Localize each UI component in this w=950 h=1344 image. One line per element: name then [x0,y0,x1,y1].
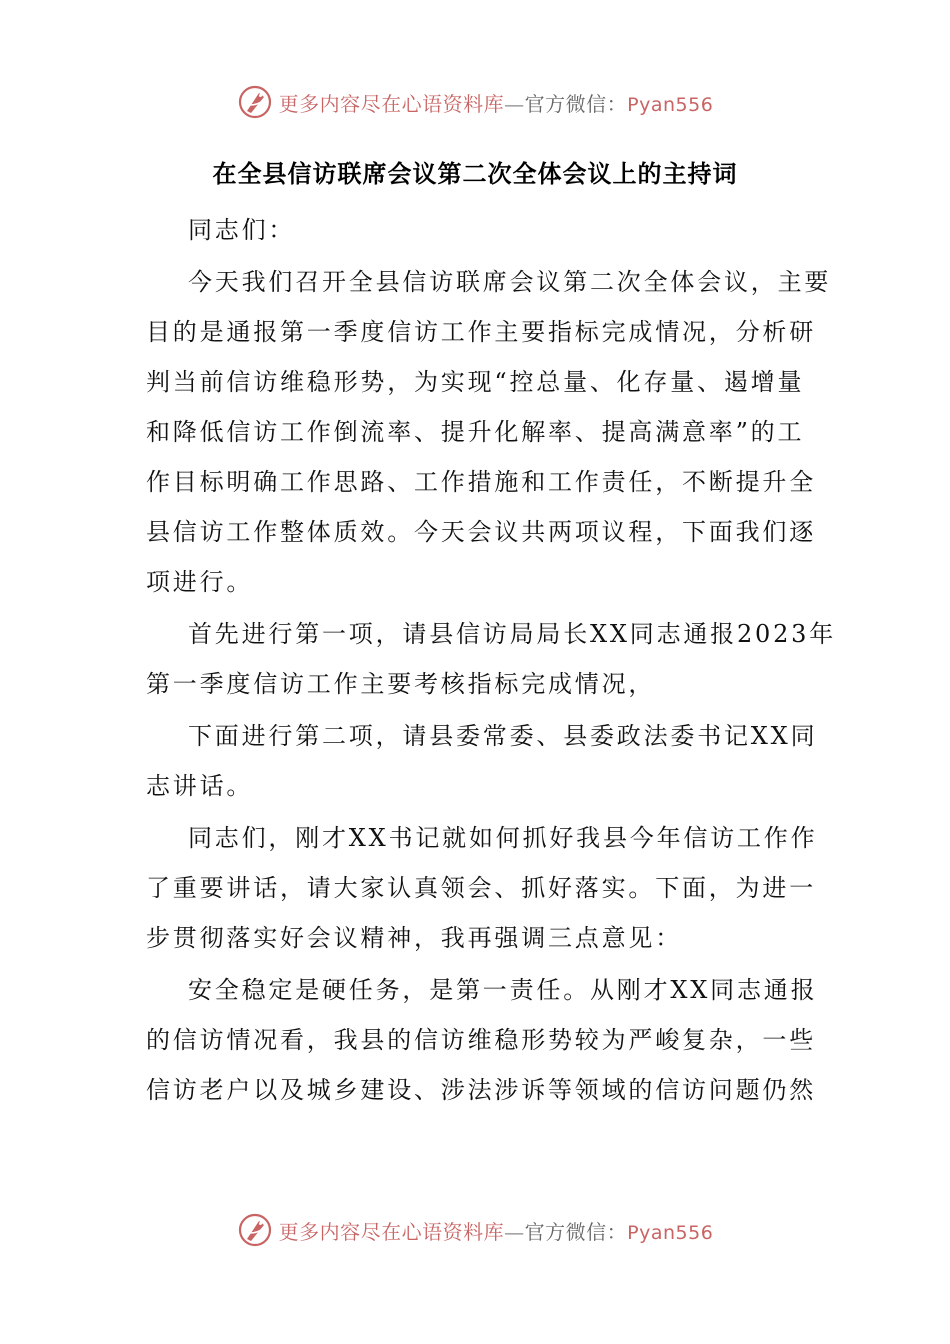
paragraph [146,711,818,811]
text-line: 作目标明确工作思路、工作措施和工作责任，不断提升全 [146,468,816,496]
document-body [146,205,837,1117]
paragraph [146,609,837,709]
paragraph [146,257,832,607]
text-line: 同志们： [188,216,296,244]
text-line: 县信访工作整体质效。今天会议共两项议程，下面我们逐 [146,518,816,546]
text-line: 志讲话。 [146,772,254,800]
paragraph [146,965,818,1115]
watermark-text: 更多内容尽在心语资料库—官方微信：Pyan556 [278,1219,714,1244]
text-line: 安全稳定是硬任务，是第一责任。从刚才XX同志通报 [188,976,818,1004]
text-line: 项进行。 [146,568,254,596]
text-line: 今天我们召开全县信访联席会议第二次全体会议，主要 [188,268,832,296]
watermark-text: 更多内容尽在心语资料库—官方微信：Pyan556 [278,91,714,116]
text-line: 的信访情况看，我县的信访维稳形势较为严峻复杂，一些 [146,1026,816,1054]
text-line: 下面进行第二项，请县委常委、县委政法委书记XX同 [188,722,818,750]
paragraph [146,205,802,255]
text-line: 首先进行第一项，请县信访局局长XX同志通报2023年 [188,620,837,648]
paragraph [146,813,818,963]
text-line: 目的是通报第一季度信访工作主要指标完成情况，分析研 [146,318,816,346]
text-line: 了重要讲话，请大家认真领会、抓好落实。下面，为进一 [146,874,816,902]
pen-nib-circle-icon [237,84,273,120]
text-line: 第一季度信访工作主要考核指标完成情况， [146,670,656,698]
pen-nib-circle-icon [237,1212,273,1248]
footer-watermark [0,1208,950,1252]
text-line: 步贯彻落实好会议精神，我再强调三点意见： [146,924,682,952]
document-title: 在全县信访联席会议第二次全体会议上的主持词 [212,160,738,188]
text-line: 判当前信访维稳形势，为实现“控总量、化存量、遏增量 [146,368,805,396]
text-line: 信访老户以及城乡建设、涉法涉诉等领域的信访问题仍然 [146,1076,816,1104]
header-watermark [0,80,950,124]
text-line: 同志们，刚才XX书记就如何抓好我县今年信访工作作 [188,824,818,852]
text-line: 和降低信访工作倒流率、提升化解率、提高满意率”的工 [146,418,805,446]
